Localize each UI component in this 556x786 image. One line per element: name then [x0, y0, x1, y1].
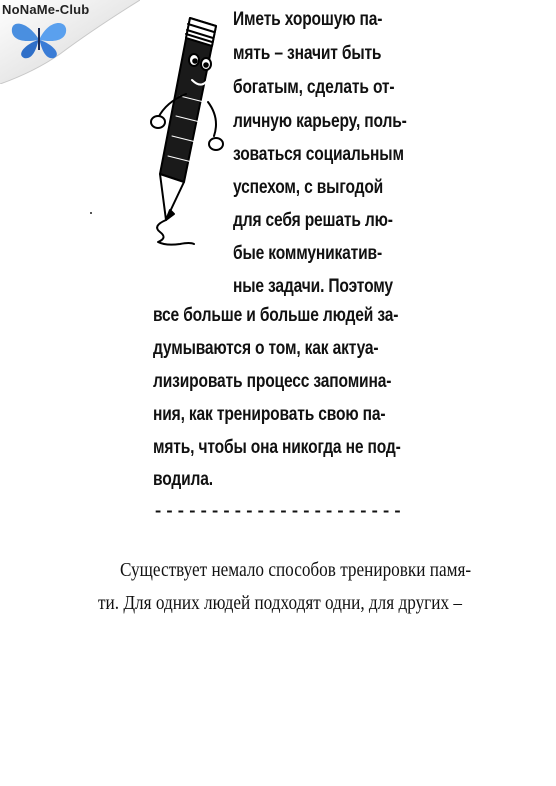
watermark-text: NoNaMe-Club: [2, 2, 90, 17]
pencil-character-illustration: [146, 6, 236, 252]
dashed-separator: ----------------------: [153, 503, 404, 522]
text-line: лизировать процесс запомина-: [153, 371, 392, 392]
text-line: ные задачи. Поэтому: [233, 276, 393, 297]
text-line: ния, как тренировать свою па-: [153, 404, 386, 425]
stray-dot: [90, 212, 92, 214]
text-line: успехом, с выгодой: [233, 177, 384, 198]
text-line: личную карьеру, поль-: [233, 111, 407, 132]
text-line: богатым, сделать от-: [233, 77, 395, 98]
text-line: мять, чтобы она никогда не под-: [153, 437, 401, 458]
text-line: все больше и больше людей за-: [153, 305, 399, 326]
text-line: бые коммуникатив-: [233, 243, 382, 264]
body-text-line: Существует немало способов тренировки памя-: [120, 559, 472, 581]
watermark: [0, 0, 140, 84]
text-line: зоваться социальным: [233, 144, 404, 165]
text-line: для себя решать лю-: [233, 210, 393, 231]
body-text-line: ти. Для одних людей подходят одни, для других –: [98, 592, 462, 614]
text-line: мять – значит быть: [233, 43, 382, 64]
text-line: Иметь хорошую па-: [233, 9, 383, 30]
text-line: думываются о том, как актуа-: [153, 338, 379, 359]
text-line: водила.: [153, 469, 213, 490]
butterfly-icon: [4, 14, 74, 64]
